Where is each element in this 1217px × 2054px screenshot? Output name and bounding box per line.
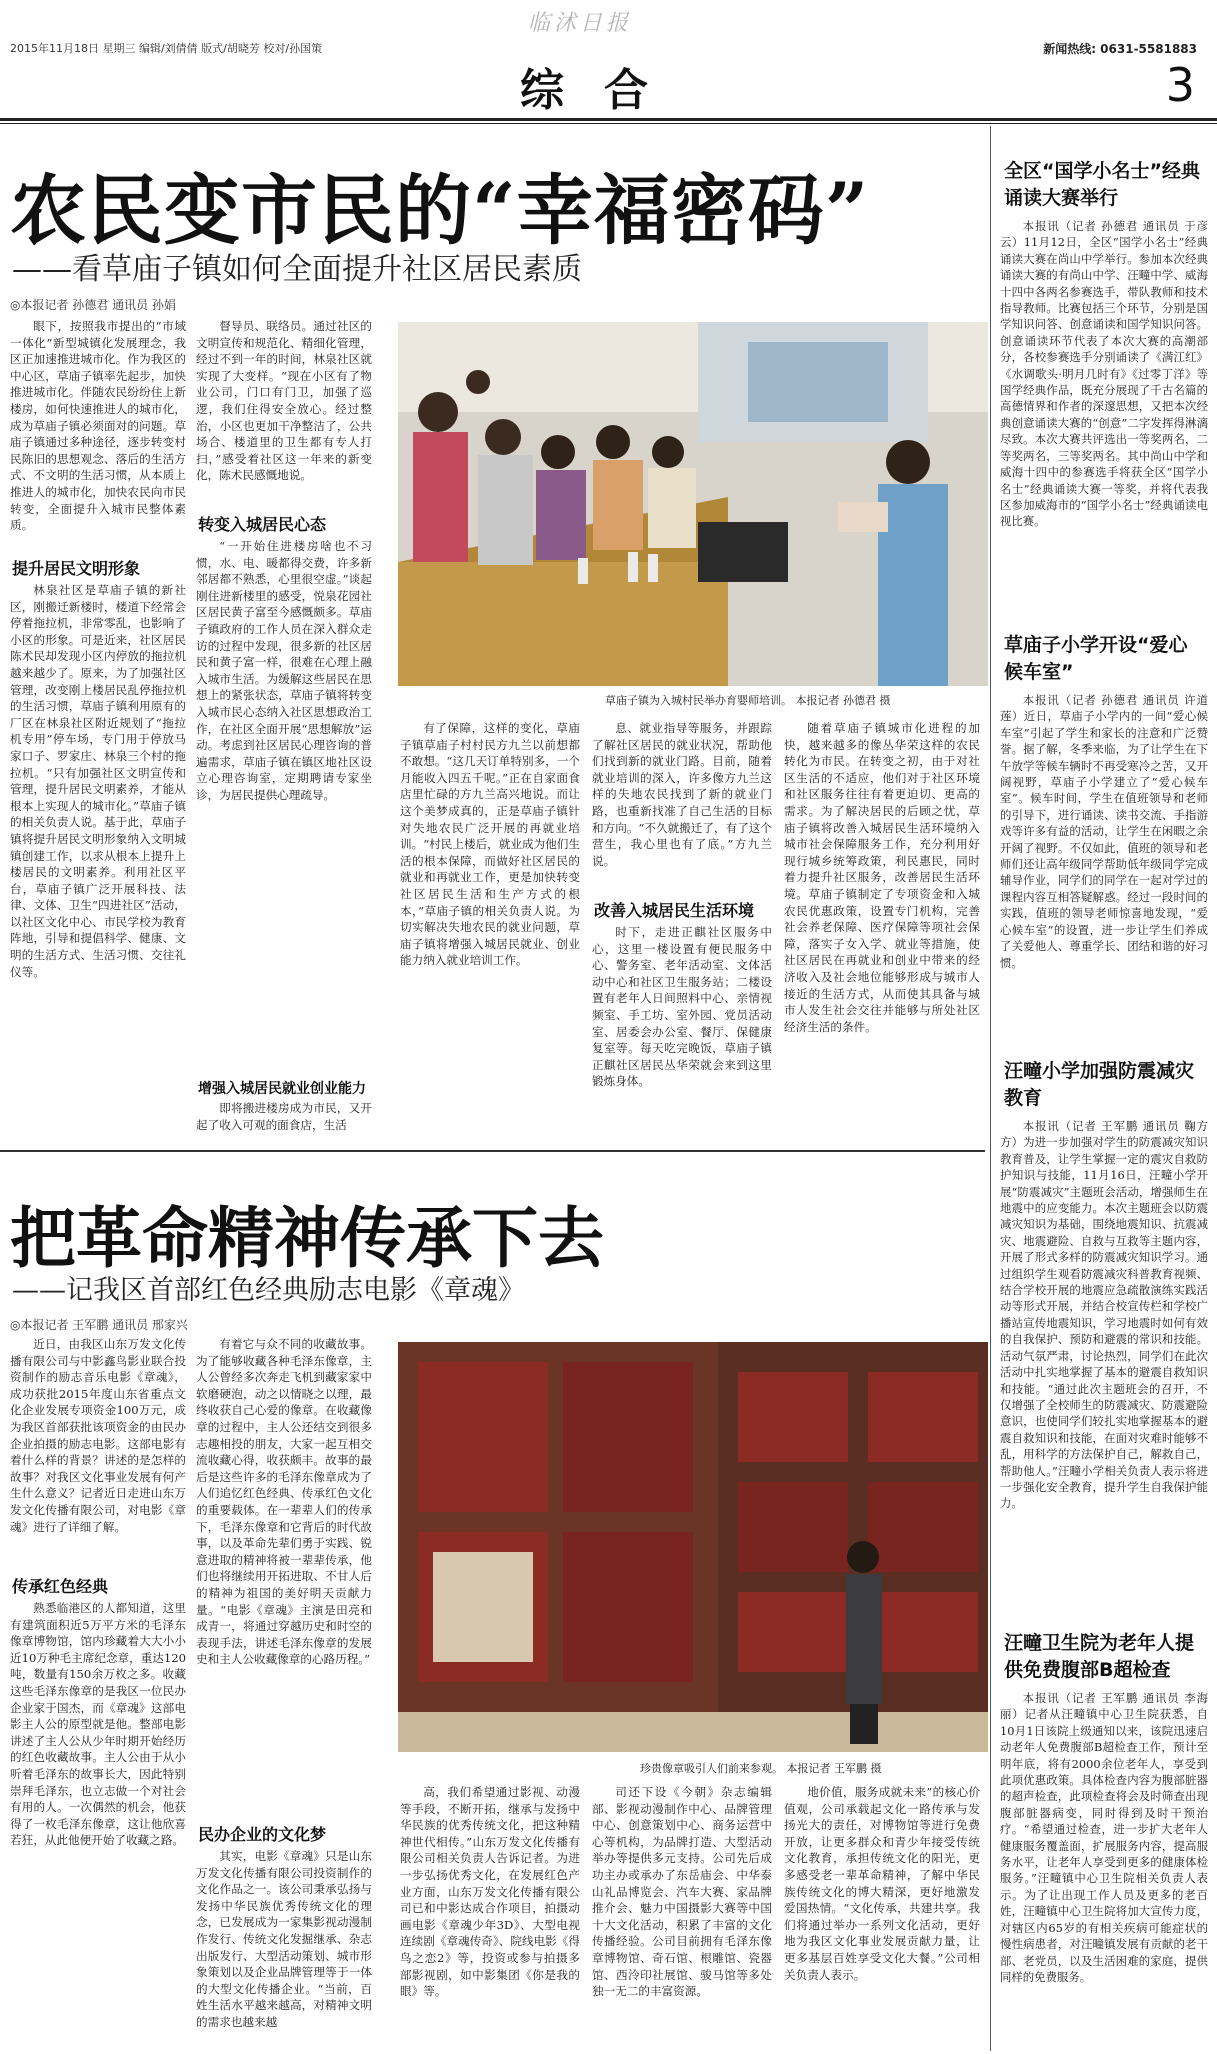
story1-col1-text: 眼下，按照我市提出的“市域一体化”新型城镇化发展理念，我区正加速推进城市化。作为我区的中心区，草庙子镇率先起步，加快推进城市化。伴随农民纷纷住上新楼房，如何快速推进人的城市化，成为草庙子镇必须面对的问题。草庙子镇通过多种途径，逐步转变村民陈旧的思想观念、落后的生活方式、不文明的生活习惯，从本质上推进人的城市化，加快农民向市民转变，全面提升入城市民整体素质。: [10, 319, 186, 533]
brief1-body: 本报讯（记者 孙德君 通讯员 于彦云）11月12日，全区“国学小名士”经典诵读大赛在尚山中学举行。参加本次经典诵读大赛的有尚山中学、汪疃中学、威海十四中各两名参赛选手，带队教师和技术指导教师。比赛包括三个环节，分别是国学知识问答、创意诵读和国学知识问答。创意诵读环节代表了本次大赛的高潮部分，各校参赛选手分别诵读了《满江红》《水调歌头·明月几时有》《过零丁洋》等国学经典作品，既充分展现了千古名篇的高德情界和作者的深邃思想，又把本次经典创意诵读大赛的“创意”二字发挥得淋漓尽致。本次大赛共评选出一等奖两名，二等奖两名，三等奖两名。其中尚山中学和威海十四中的参赛选手将获全区“国学小名士”经典诵读大赛一等奖，并将代表我区参加威海市的“国学小名士”经典诵读电视比赛。: [1000, 219, 1208, 529]
badge-museum-photo: [398, 1342, 988, 1752]
story1-photo: [398, 322, 988, 686]
brief3-body: 本报讯（记者 王军鹏 通讯员 鞠方方）为进一步加强对学生的防震减灾知识教育普及，让学生掌握一定的震灾自救防护知识与技能，11月16日，汪疃小学开展“防震减灾”主题班会活动，增强师生在地震中的应变能力。本次主题班会以防震减灾知识为基础，围绕地震知识、抗震减灾、地震避险、自救与互救等主题内容，开展了形式多样的防震减灾知识学习。通过组织学生观看防震减灾科普教育视频、结合学校开展的地震应急疏散演练实践活动等形式开展，并结合校宣传栏和学校广播站宣传地震知识，学习地震时如何有效的自我保护、预防和避震的常识和技能。活动气氛严肃，讨论热烈，同学们在此次活动中扎实地掌握了基本的避震自救知识和技能。“通过此次主题班会的召开，不仅增强了全校师生的防震减灾、防震避险意识，也使同学们较扎实地掌握基本的避震自救知识和技能，在面对灾难时能够不乱，用科学的方法保护自己，解救自己，帮助他人。”汪疃小学相关负责人表示将进一步强化安全教育，提升学生自我保护能力。: [1000, 1119, 1208, 1511]
story2-photo-caption: 珍贵像章吸引人们前来参观。 本报记者 王军鹏 摄: [640, 1762, 882, 1775]
story2-subhead: ——记我区首部红色经典励志电影《章魂》: [12, 1275, 525, 1306]
story1-col2c-text: 即将搬进楼房成为市民，又开起了收入可观的面食店，生活: [196, 1101, 372, 1132]
story1-col2b-text: “一开始住进楼房啥也不习惯，水、电、暖都得交费，许多新邻居都不熟悉，心里很空虚。”谈起刚住进新楼里的感受，悦泉花园社区居民黄子富至今感慨颇多。草庙子镇政府的工作人员在深入群众走访的过程中发现，很多新的社区居民和黄子富一样，很难在心理上融入城市生活。为缓解这些居民在思想上的紧张状态，草庙子镇将转变入城市民心态纳入社区思想政治工作，在社区全面开展“思想解放”运动。考虑到社区居民心理咨询的普遍需求，草庙子镇在镇区地社区设立心理咨询室，定期聘请专家坐诊，为居民提供心理疏导。: [196, 539, 372, 802]
newspaper-logo: 临沭日报: [528, 11, 633, 36]
story1-byline: ◎本报记者 孙德君 通讯员 孙娟: [10, 298, 176, 312]
story1-col5-text: 随着草庙子镇城市化进程的加快，越来越多的像丛华荣这样的农民转化为市民。在转变之初，由于对社区生活的不适应，他们对于社区环境和社区服务往往有着更迫切、更高的需求。为了解决居民的后顾之忧，草庙子镇将改善入城居民生活环境纳入城市社会保障服务工作，充分利用好现行城乡统筹政策，利民惠民，同时着力提升社区服务，改善居民生活环境。草庙子镇制定了专项资金和入城农民优惠政策，设置专门机构，完善社会养老保障、医疗保障等项社会保障，落实子女入学、就业等措施，使社区居民在再就业和创业中带来的经济收入及社会地位能够形成与城市人接近的生活方式，从而使其具备与城市人发生社会交往并能够与所处社区经济生活的条件。: [784, 721, 980, 1034]
story1-col3-text: 有了保障，这样的变化，草庙子镇草庙子村村民方九兰以前想都不敢想。“这几天订单特别多，一个月能收入四五千呢。”正在自家面食店里忙碌的方九兰高兴地说。而让这个美梦成真的，正是草庙子镇针对失地农民广泛开展的再就业培训。“村民上楼后，就业成为他们生活的根本保障，而做好社区居民的就业和再就业工作，更是加快转变社区居民生活和生产方式的根本，”草庙子镇的相关负责人说。为切实解决失地农民的就业问题，草庙子镇将增强入城居民就业、创业能力纳入就业培训工作。: [400, 721, 580, 968]
story1-col2-text: 督导员、联络员。通过社区的文明宣传和规范化、精细化管理，经过不到一年的时间，林泉社区就实现了大变样。“现在小区有了物业公司，门口有门卫，加强了巡逻，我们住得安全放心。经过整治，小区也更加干净整洁了，公共场合、楼道里的卫生都有专人打扫，”感受着社区这一年来的新变化，陈术民感慨地说。: [196, 319, 372, 483]
story2-subheading-1: 传承红色经典: [12, 1577, 109, 1596]
story2-col1b-text: 熟悉临港区的人都知道，这里有建筑面积近5万平方米的毛泽东像章博物馆，馆内珍藏着大大小小近10万种毛主席纪念章，重达120吨，数量有150余万枚之多。收藏这些毛泽东像章的是我区一位民办企业家于国杰，而《章魂》这部电影主人公的原型就是他。整部电影讲述了主人公从少年时期开始经历的红色收藏故事。主人公由于从小听着毛泽东的故事长大，因此特别崇拜毛泽东，也立志做一个对社会有用的人。一次偶然的机会，他获得了一枚毛泽东像章，这让他欣喜若狂，从此他便开始了收藏之路。: [10, 1601, 186, 1848]
news-hotline: 新闻热线: 0631-5581883: [1043, 42, 1197, 56]
story2-byline: ◎本报记者 王军鹏 通讯员 邢家兴: [10, 1318, 188, 1332]
brief4-title: 汪疃卫生院为老年人提供免费腹部B超检查: [1004, 1632, 1195, 1681]
story1-col4-text: 息、就业指导等服务，并跟踪了解社区居民的就业状况，帮助他们找到新的就业门路。目前，随着就业培训的深入，许多像方九兰这样的失地农民找到了新的就业门路，也重新找准了自己生活的目标和方向。“不久就搬迁了，有了这个营生，我心里也有了底。”方九兰说。: [592, 721, 772, 868]
story1-col1b-text: 林泉社区是草庙子镇的新社区，刚搬迁新楼时，楼道下经常会停着拖拉机，非常零乱，也影响了小区的形象。可是近来，社区居民陈术民却发现小区内停放的拖拉机越来越少了。原来，为了加强社区管理，改变刚上楼居民乱停拖拉机的生活习惯，草庙子镇利用原有的厂区在林泉社区附近规划了“拖拉机专用”停车场，专门用于停放马家口子、罗家庄、林泉三个村的拖拉机。“只有加强社区文明宣传和管理，提升居民文明素养，才能从根本上实现人的城市化。”草庙子镇的相关负责人说。基于此，草庙子镇将提升居民文明形象纳入文明城镇创建工作，以求从根本上提升上楼居民的文明素养。利用社区平台，草庙子镇广泛开展科技、法律、文体、卫生“四进社区”活动，以社区文化中心、市民学校为教育阵地，引导和提倡科学、健康、文明的生活方式、生活习惯、交往礼仪等。: [10, 583, 186, 979]
brief3-title: 汪疃小学加强防震减灾教育: [1004, 1060, 1195, 1109]
brief4-body: 本报讯（记者 王军鹏 通讯员 李海丽）记者从汪疃镇中心卫生院获悉，自10月1日该院上级通知以来，该院迅速启动老年人免费腹部B超检查工作，预计至明年底，将有2000余位老年人，享受到此项优惠政策。具体检查内容为腹部脏器的超声检查，此项检查将会及时筛查出现腹部脏器病变，同时得到及时干预治疗。“希望通过检查，进一步扩大老年人健康服务覆盖面，扩展服务内容，提高服务水平，让老年人享受到更多的健康体检服务。”汪疃镇中心卫生院相关负责人表示。为了让出现工作人员及更多的老百姓，汪疃镇中心卫生院将加大宣传力度，对辖区内65岁的有相关疾病可能症状的慢性病患者，对汪疃镇发展有贡献的老干部、老党员，以及生活困难的家庭，提供同样的免费服务。: [1000, 1691, 1208, 1984]
page-number: 3: [1165, 58, 1195, 112]
story1-headline: 农民变市民的“幸福密码”: [10, 166, 870, 255]
section-title: 综合: [520, 65, 688, 116]
header-rule: [0, 118, 1217, 121]
story-divider: [0, 1150, 985, 1152]
brief1-title: 全区“国学小名士”经典诵读大赛举行: [1004, 160, 1200, 209]
story2-col4-text: 司还下设《今朝》杂志编辑部、影视动漫制作中心、品牌管理中心、创意策划中心、商务运营中心等机构，为品牌打造、大型活动举办等提供多元支持。公司先后成功主办或承办了东岳庙会、中华泰山礼品博览会、汽车大赛、家品牌推介会、魅力中国摄影大赛等中国十大文化活动，积累了丰富的文化传播经验。公司目前拥有毛泽东像章博物馆、奇石馆、根雕馆、瓷器馆、西泠印社展馆、骏马馆等多处独一无二的丰富资源。: [592, 1785, 772, 1999]
brief2-title: 草庙子小学开设“爱心候车室”: [1004, 634, 1188, 683]
story2-subheading-2: 民办企业的文化梦: [198, 1825, 327, 1844]
story1-subhead: ——看草庙子镇如何全面提升社区居民素质: [12, 252, 582, 287]
story1-subheading-4: 改善入城居民生活环境: [594, 901, 755, 920]
story1-subheading-2: 转变入城居民心态: [198, 515, 327, 534]
story1-subheading-1: 提升居民文明形象: [12, 559, 141, 578]
header-rule-thin: [0, 123, 1217, 124]
story1-col4b-text: 时下，走进正麒社区服务中心，这里一楼设置有便民服务中心、警务室、老年活动室、文体活动中心和社区卫生服务站；二楼设置有老年人日间照料中心、亲情视频室、手工坊、室外园、党员活动室、居委会办公室、餐厅、保健康复室等。每天吃完晚饭，草庙子镇正麒社区居民丛华荣就会来到这里锻炼身体。: [592, 925, 772, 1089]
training-class-photo: [398, 322, 988, 686]
story1-subheading-3: 增强入城居民就业创业能力: [198, 1081, 366, 1097]
story2-photo: [398, 1342, 988, 1752]
story1-photo-caption: 草庙子镇为入城村民举办育婴师培训。 本报记者 孙德君 摄: [605, 694, 891, 707]
brief2-body: 本报讯（记者 孙德君 通讯员 许道莲）近日，草庙子小学内的一间“爱心候车室”引起了学生和家长的注意和广泛赞誉。据了解，冬季来临，为了让学生在下午放学等候车辆时不再受寒冷之苦，又开阔视野，草庙子小学建立了“爱心候车室”。候车时间，学生在值班领导和老师的引导下，进行诵读、读书交流、手指游戏等许多有益的活动，让学生在闲暇之余开阔了视野。不仅如此，值班的领导和老师们还让高年级同学帮助低年级同学完成辅导作业，同学们的同学在一起对学过的课程内容互相答疑解惑。经过一段时间的实践，值班的领导老师惊喜地发现，“爱心候车室”的设置，进一步让学生们养成了关爱他人、尊重学长、团结和谐的好习惯。: [1000, 693, 1208, 970]
story2-col5-text: 地价值，服务成就未来”的核心价值观，公司承载起文化一路传承与发扬光大的责任，对博物馆等进行免费开放，让更多群众和青少年接受传统文化教育，承担传统文化的阳光，更多感受老一辈革命精神，了解中华民族传统文化的博大精深，更好地激发爱国热情。“文化传承，共建共享。我们将通过举办一系列文化活动，更好地为我区文化事业发展贡献力量，让更多基层百姓享受文化大餐。”公司相关负责人表示。: [784, 1785, 980, 1982]
story2-col1-text: 近日，由我区山东万发文化传播有限公司与中影鑫鸟影业联合投资制作的励志音乐电影《章魂》，成功获批2015年度山东省重点文化企业发展专项资金100万元，成为我区首部获批该项资金的由民办企业拍摄的励志电影。这部电影有着什么样的背景？讲述的是怎样的故事？对我区文化事业发展有何产生什么意义？记者近日走进山东万发文化传播有限公司，对电影《章魂》进行了详细了解。: [10, 1337, 186, 1534]
story2-col2-text: 有着它与众不同的收藏故事。为了能够收藏各种毛泽东像章，主人公曾经多次奔走飞机到藏家家中软磨硬泡，动之以情晓之以理，最终收获自己心爱的像章。在收藏像章的过程中，主人公还结交到很多志趣相投的朋友，大家一起互相交流收藏心得，收获颇丰。故事的最后是这些许多的毛泽东像章成为了人们追忆红色经典、传承红色文化的重要载体。在一辈辈人们的传承下，毛泽东像章和它背后的时代故事，以及革命先辈们勇于实践、锐意进取的精神将被一辈辈传承，他们也将继续用开拓进取、不甘人后的精神为祖国的美好明天贡献力量。“电影《章魂》主演是田亮和成青一，将通过穿越历史和时空的表现手法，讲述毛泽东像章的发展史和主人公收藏像章的心路历程。”: [196, 1337, 372, 1667]
story2-col2b-text: 其实，电影《章魂》只是山东万发文化传播有限公司投资制作的文化作品之一。该公司秉承弘扬与发扬中华民族优秀传统文化的理念，已发展成为一家集影视动漫制作发行、传统文化发掘继承、杂志出版发行、大型活动策划、城市形象策划以及企业品牌管理等于一体的大型文化传播企业。“当前，百姓生活水平越来越高，对精神文明的需求也越来越: [196, 1849, 372, 2029]
sidebar-divider: [990, 126, 991, 2051]
date-line: 2015年11月18日 星期三 编辑/刘倩倩 版式/胡晓芳 校对/孙国策: [10, 42, 323, 55]
story2-col3-text: 高，我们希望通过影视、动漫等手段，不断开拓，继承与发扬中华民族的优秀传统文化，把这种精神世代相传。”山东万发文化传播有限公司相关负责人告诉记者。为进一步弘扬优秀文化，在发展红色产业方面，山东万发文化传播有限公司已和中影达成合作项目，拍摄动画电影《章魂少年3D》、大型电视连续剧《章魂传奇》、院线电影《得鸟之恋2》等，投资或参与拍摄多部影视剧，如中影集团《你是我的眼》等。: [400, 1785, 580, 1999]
story2-headline: 把革命精神传承下去: [10, 1199, 604, 1277]
